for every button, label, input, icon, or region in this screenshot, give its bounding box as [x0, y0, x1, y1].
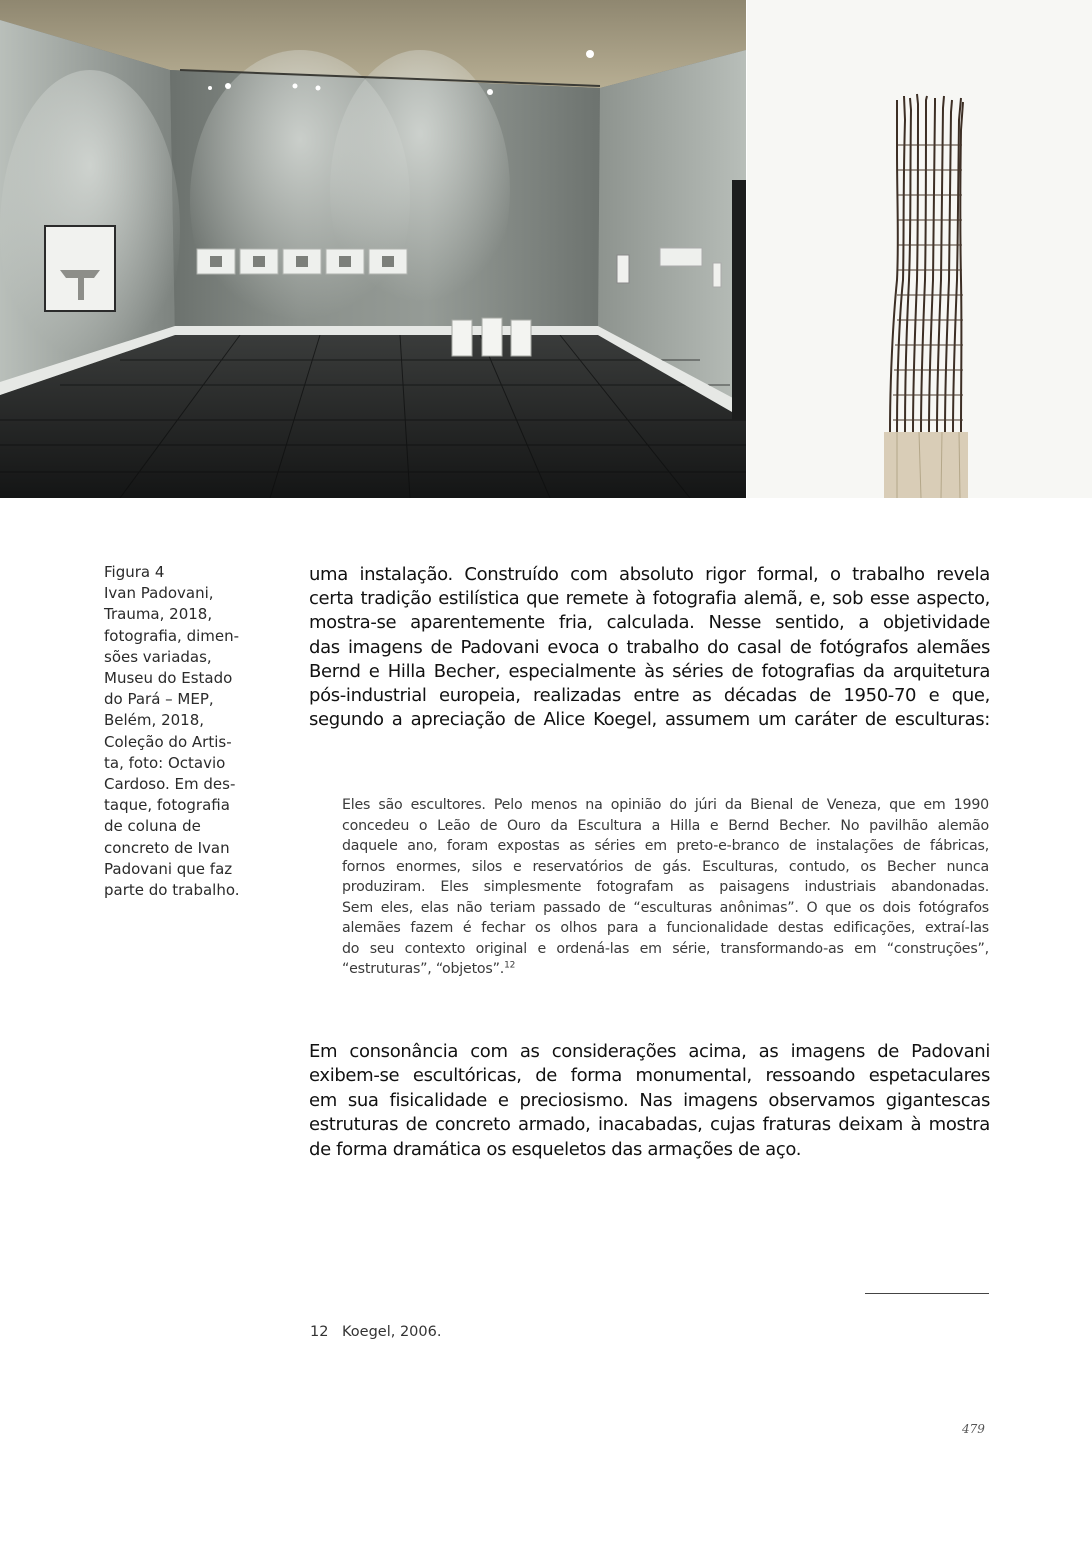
caption-line: concreto de Ivan: [104, 838, 230, 857]
caption-line: Coleção do Artis-: [104, 732, 232, 751]
text-line: pós-industrial europeia, realizadas entre as décadas de 1950-70 e que,: [309, 685, 990, 707]
caption-line: fotografia, dimen-: [104, 626, 240, 645]
block-quote: [342, 795, 989, 980]
footnote: [310, 1324, 441, 1340]
quote-line: do seu contexto original e ordená-las em série, transformando-as em “construções”,: [342, 940, 989, 957]
concrete-column-photo: [747, 0, 1092, 498]
quote-line: daquele ano, foram expostas as séries em preto-e-branco de instalações de fábricas,: [342, 838, 989, 854]
footnote-divider: [865, 1293, 989, 1294]
quote-line: “estruturas”, “objetos”.: [342, 961, 505, 977]
text-line: das imagens de Padovani evoca o trabalho do casal de fotógrafos alemães: [309, 636, 990, 658]
caption-line: Figura 4: [104, 563, 165, 581]
caption-line: Ivan Padovani,: [104, 584, 214, 603]
caption-line: ta, foto: Octavio: [104, 753, 226, 772]
caption-line: Belém, 2018,: [104, 711, 205, 730]
quote-last-line: [342, 959, 989, 980]
figure-caption: [104, 562, 264, 901]
text-line: segundo a apreciação de Alice Koegel, assumem um caráter de esculturas:: [309, 709, 990, 731]
gallery-installation-photo: [0, 0, 746, 498]
caption-line: Cardoso. Em des-: [104, 775, 236, 794]
page-number: 479: [962, 1422, 985, 1436]
gallery-photo-drawing: [0, 0, 746, 498]
footnote-reference[interactable]: 12: [504, 960, 516, 971]
text-line: uma instalação. Construído com absoluto rigor formal, o trabalho revela: [309, 564, 990, 585]
text-line: em sua fisicalidade e preciosismo. Nas imagens observamos gigantescas: [309, 1089, 990, 1111]
caption-line: Museu do Estado: [104, 669, 233, 688]
quote-line: alemães fazem é fechar os olhos para a funcionalidade destas edificações, extraí-las: [342, 920, 989, 936]
caption-line: Trauma, 2018,: [104, 605, 213, 624]
footnote-text: Koegel, 2006.: [342, 1324, 442, 1340]
quote-line: fornos enormes, silos e reservatórios de gás. Esculturas, contudo, os Becher nunca: [342, 858, 989, 875]
text-line: estruturas de concreto armado, inacabadas, cujas fraturas deixam à mostra: [309, 1114, 990, 1136]
caption-line: sões variadas,: [104, 647, 212, 666]
caption-line: Padovani que faz: [104, 859, 233, 878]
text-line: exibem-se escultóricas, de forma monumental, ressoando espetaculares: [309, 1065, 990, 1087]
quote-line: produziram. Eles simplesmente fotografam as paisagens industriais abandonadas.: [342, 879, 989, 895]
text-line: Bernd e Hilla Becher, especialmente às séries de fotografias da arquitetura: [309, 660, 990, 682]
caption-line: de coluna de: [104, 817, 201, 836]
text-line: certa tradição estilística que remete à fotografia alemã, e, sob esse aspecto,: [309, 588, 990, 610]
caption-line: taque, fotografia: [104, 796, 230, 815]
quote-line: concedeu o Leão de Ouro da Escultura a Hilla e Bernd Becher. No pavilhão alemão: [342, 817, 989, 834]
text-line: de forma dramática os esqueletos das armações de aço.: [309, 1138, 802, 1160]
quote-line: Eles são escultores. Pelo menos na opinião do júri da Bienal de Veneza, que em 1990: [342, 797, 989, 813]
body-paragraph-2: [309, 1040, 990, 1162]
body-paragraph-1: [309, 563, 990, 732]
column-photo-drawing: [747, 0, 1092, 498]
footnote-number: 12: [310, 1324, 329, 1340]
caption-line: parte do trabalho.: [104, 881, 240, 900]
text-line: Em consonância com as considerações acima, as imagens de Padovani: [309, 1041, 990, 1062]
quote-line: Sem eles, elas não teriam passado de “esculturas anônimas”. O que os dois fotógrafos: [342, 899, 989, 916]
caption-line: do Pará – MEP,: [104, 690, 214, 709]
text-line: mostra-se aparentemente fria, calculada. Nesse sentido, a objetividade: [309, 612, 990, 634]
